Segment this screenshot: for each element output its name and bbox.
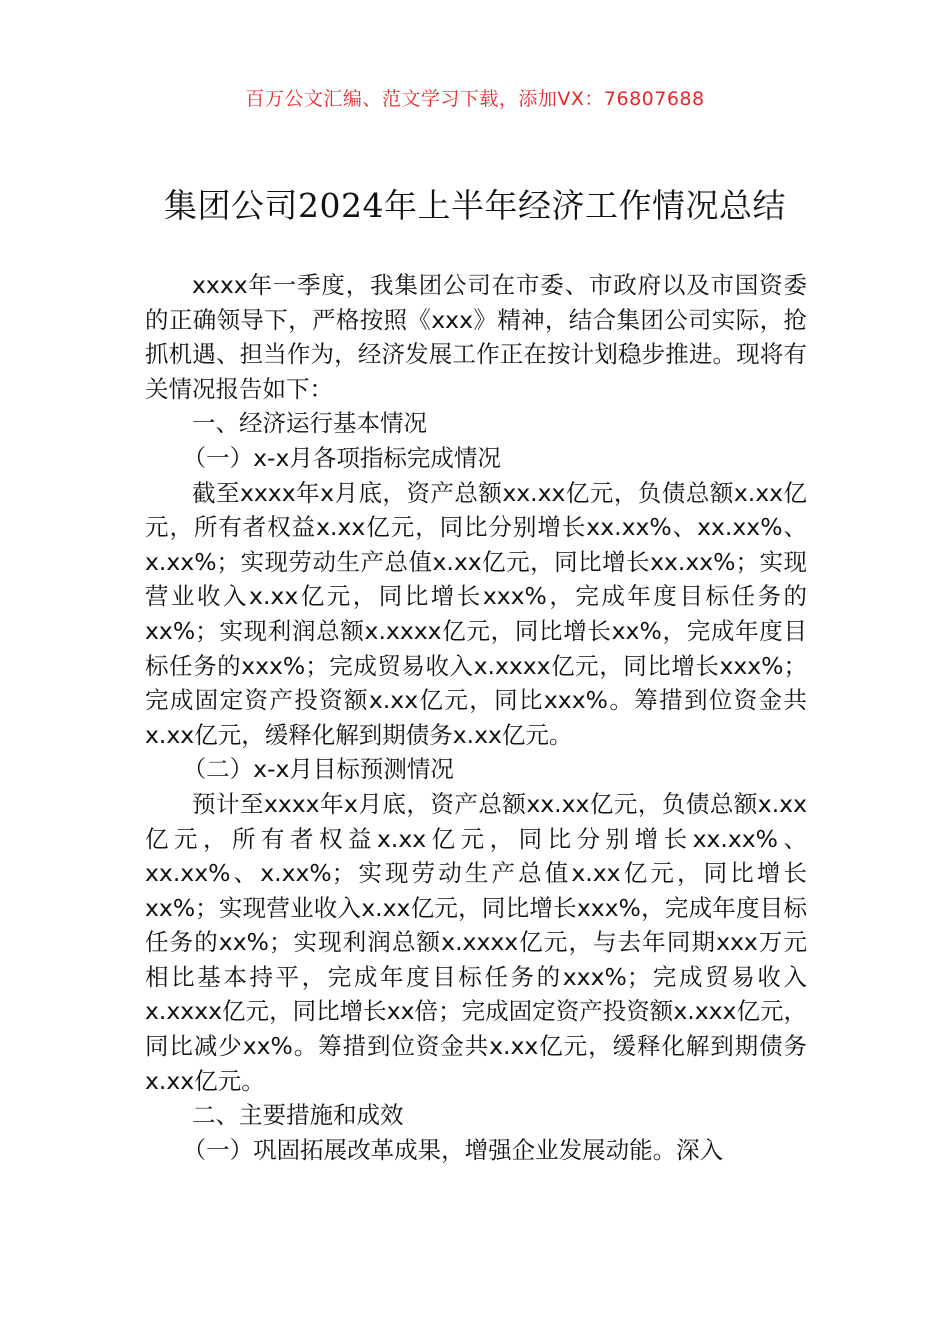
- intro-paragraph: xxxx年一季度，我集团公司在市委、市政府以及市国资委的正确领导下，严格按照《xxx》精神，结合集团公司实际，抢抓机遇、担当作为，经济发展工作正在按计划稳步推进。现将有关情况报告如下：: [145, 271, 807, 403]
- document-body: [145, 268, 807, 1167]
- document-title: 集团公司2024年上半年经济工作情况总结: [164, 186, 786, 225]
- subsection-heading-1-1: （一）x-x月各项指标完成情况: [182, 443, 501, 472]
- subsection-heading-2-1: （一）巩固拓展改革成果，增强企业发展动能。深入: [182, 1135, 724, 1164]
- subsection-heading-1-2: （二）x-x月目标预测情况: [182, 755, 454, 784]
- section-heading-1: 一、经济运行基本情况: [192, 409, 427, 438]
- watermark-banner: 百万公文汇编、范文学习下载，添加VX：76807688: [245, 88, 705, 110]
- paragraph-indicators: 截至xxxx年x月底，资产总额xx.xx亿元，负债总额x.xx亿元，所有者权益x.xx亿元，同比分别增长xx.xx%、xx.xx%、x.xx%；实现劳动生产总值x.xx亿元，同比增长xx.xx%；实现营业收入x.xx亿元，同比增长xxx%，完成年度目标任务的xx%；实现利润总额x.xxxx亿元，同比增长xx%，完成年度目标任务的xxx%；完成贸易收入x.xxxx亿元，同比增长xxx%；完成固定资产投资额x.xx亿元，同比xxx%。筹措到位资金共x.xx亿元，缓释化解到期债务x.xx亿元。: [145, 478, 807, 749]
- paragraph-forecast: 预计至xxxx年x月底，资产总额xx.xx亿元，负债总额x.xx亿元，所有者权益x.xx亿元，同比分别增长xx.xx%、xx.xx%、x.xx%；实现劳动生产总值x.xx亿元，同比增长xx%；实现营业收入x.xx亿元，同比增长xxx%，完成年度目标任务的xx%；实现利润总额x.xxxx亿元，与去年同期xxx万元相比基本持平，完成年度目标任务的xxx%；完成贸易收入x.xxxx亿元，同比增长xx倍；完成固定资产投资额x.xxx亿元，同比减少xx%。筹措到位资金共x.xx亿元，缓释化解到期债务x.xx亿元。: [145, 789, 807, 1095]
- section-heading-2: 二、主要措施和成效: [192, 1101, 404, 1130]
